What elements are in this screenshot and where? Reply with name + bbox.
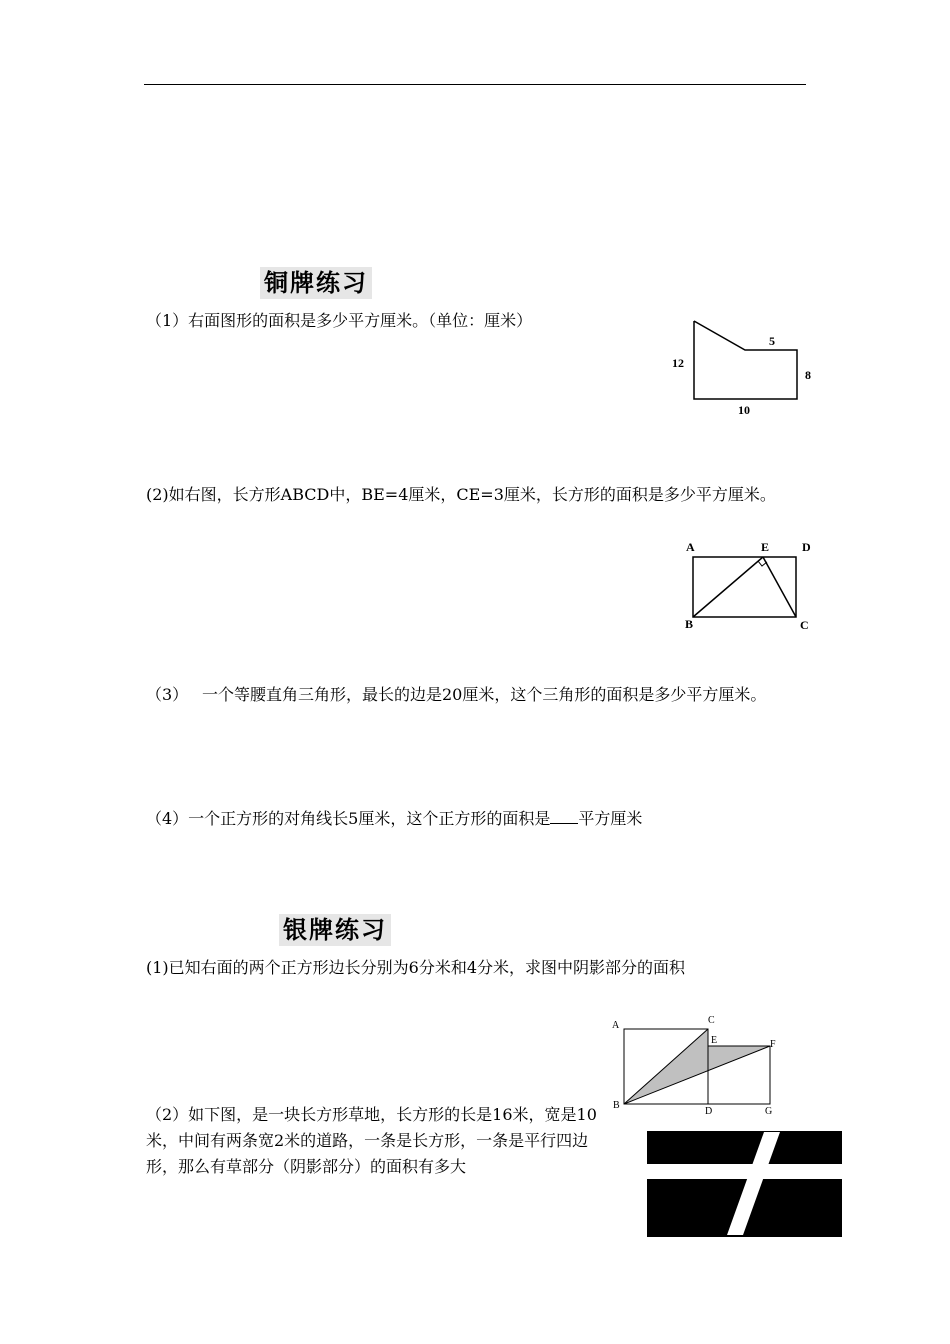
bronze-question-3: 一个等腰直角三角形，最长的边是20厘米，这个三角形的面积是多少平方厘米。 <box>202 685 767 704</box>
label-12: 12 <box>672 356 684 370</box>
figure-polygon <box>668 316 816 420</box>
question-4-part-a: （4）一个正方形的对角线长5厘米，这个正方形的面积是 <box>146 809 551 828</box>
label-E: E <box>711 1035 718 1046</box>
question-4-part-b: 平方厘米 <box>578 809 643 828</box>
figure-rectangle-abcd <box>680 536 820 636</box>
label-C: C <box>800 618 809 632</box>
answer-blank <box>550 809 578 824</box>
figure-two-squares <box>606 1012 786 1114</box>
bronze-heading: 铜牌练习 <box>260 267 372 299</box>
label-D: D <box>705 1106 713 1114</box>
silver-question-2: （2）如下图，是一块长方形草地，长方形的长是16米，宽是10米，中间有两条宽2米的道路，一条是长方形，一条是平行四边形，那么有草部分（阴影部分）的面积有多大 <box>146 1105 597 1176</box>
bronze-question-2: (2)如右图，长方形ABCD中，BE=4厘米，CE=3厘米，长方形的面积是多少平方厘米。 <box>146 485 776 504</box>
silver-question-1: (1)已知右面的两个正方形边长分别为6分米和4分米，求图中阴影部分的面积 <box>146 958 686 977</box>
bronze-question-1: （1）右面图形的面积是多少平方厘米。（单位：厘米） <box>146 311 533 330</box>
label-D: D <box>802 540 811 554</box>
label-5: 5 <box>769 334 775 348</box>
shaded-region <box>624 1029 770 1104</box>
label-C: C <box>708 1015 715 1026</box>
label-10: 10 <box>738 403 750 417</box>
bronze-question-3-number: （3） <box>146 685 189 704</box>
label-8: 8 <box>805 368 811 382</box>
header-rule <box>144 84 806 85</box>
label-A: A <box>612 1020 620 1031</box>
label-G: G <box>765 1106 773 1114</box>
bronze-question-4 <box>146 806 786 832</box>
label-E: E <box>761 540 770 554</box>
label-F: F <box>770 1039 776 1050</box>
label-B: B <box>613 1100 620 1111</box>
horizontal-road <box>647 1164 842 1179</box>
label-B: B <box>685 617 694 631</box>
figure-lawn <box>646 1130 844 1240</box>
label-A: A <box>686 540 695 554</box>
silver-heading: 银牌练习 <box>279 914 391 946</box>
